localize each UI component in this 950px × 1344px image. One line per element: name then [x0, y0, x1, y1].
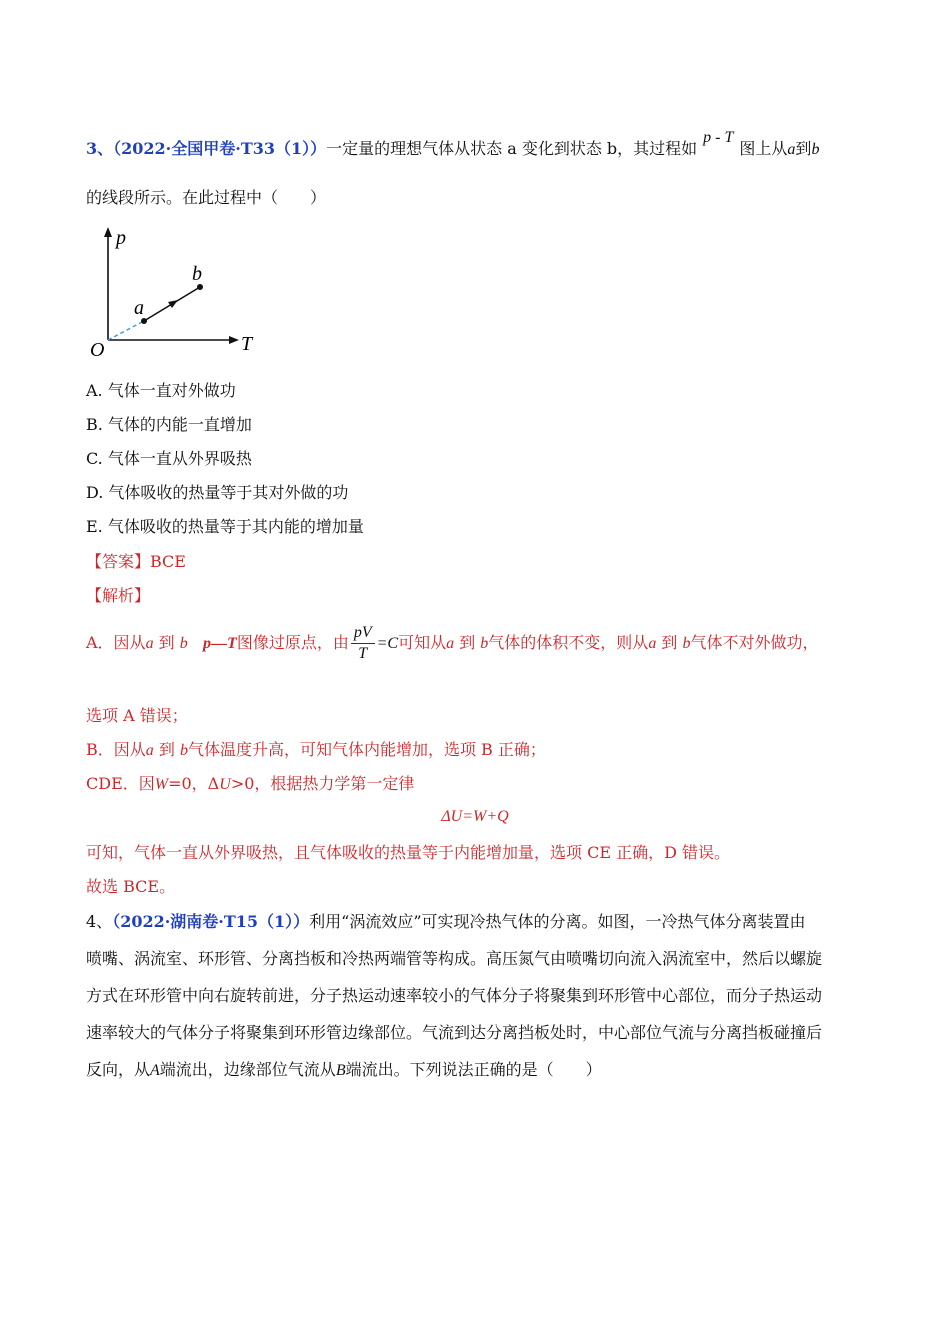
q3-analysis-head: 【解析】 [86, 586, 151, 605]
q3-option-d: D. 气体吸收的热量等于其对外做的功 [86, 483, 349, 502]
q3-option-e: E. 气体吸收的热量等于其内能的增加量 [86, 517, 364, 536]
fraction-numerator: pV [351, 623, 375, 644]
q3-stem-line1 [86, 129, 820, 161]
q3-pt-label: p - T [703, 129, 734, 146]
q3-option-b: B. 气体的内能一直增加 [86, 415, 252, 434]
q4-line3: 方式在环形管中向右旋转前进，分子热运动速率较小的气体分子将聚集到环形管中心部位，而分子热运动 [86, 986, 823, 1005]
sol-a-var-b: b [179, 635, 188, 652]
q3-number: 3、 [86, 139, 114, 158]
sol-cde-w: W [154, 776, 169, 793]
sol-a-text1: A．因从 [86, 633, 146, 652]
first-law-formula: ΔU=W+Q [441, 808, 509, 825]
q3-solution-a-end: 选项 A 错误； [86, 706, 188, 725]
q4-text5a: 反向，从 [86, 1060, 151, 1079]
sol-a-to3: 到 [661, 633, 678, 652]
sol-a-know: 可知从 [398, 633, 447, 652]
sol-a-to2: 到 [459, 633, 476, 652]
q3-answer: 【答案】BCE [86, 552, 186, 571]
q4-end-b: B [335, 1062, 346, 1079]
segment-arrow-icon [168, 300, 178, 308]
q3-source: （2022·全国甲卷·T33（1）） [113, 139, 327, 158]
q4-text5c: 端流出。下列说法正确的是（ ） [345, 1060, 602, 1079]
sol-a-var-a2: a [446, 635, 455, 652]
sol-b-var-a: a [145, 742, 154, 759]
q4-text1: 利用“涡流效应”可实现冷热气体的分离。如图，一冷热气体分离装置由 [309, 912, 806, 931]
q3-stem-text2: 图上从 [739, 139, 788, 158]
q4-end-a: A [150, 1062, 160, 1079]
fraction-denominator: T [358, 645, 368, 662]
x-axis-arrow-icon [229, 336, 239, 344]
q3-a: a [787, 141, 796, 158]
sol-a-var-b3: b [682, 635, 691, 652]
sol-cde-text2: =0，Δ [168, 774, 220, 793]
sol-b-text1: B．因从 [86, 740, 146, 759]
q3-solution-b [86, 739, 546, 762]
sol-a-pt: p—T [203, 635, 237, 652]
q3-to: 到 [795, 139, 812, 158]
sol-a-var-a3: a [648, 635, 657, 652]
q4-line2: 喷嘴、涡流室、环形管、分离挡板和冷热两端管等构成。高压氮气由喷嘴切向流入涡流室中，然后以螺旋 [86, 949, 823, 968]
q3-stem-text: 一定量的理想气体从状态 a 变化到状态 b，其过程如 [326, 139, 698, 158]
q3-stem-line2: 的线段所示。在此过程中（ ） [86, 188, 327, 207]
dashed-extension [108, 321, 144, 340]
q3-solution-conclusion: 可知，气体一直从外界吸热，且气体吸收的热量等于内能增加量，选项 CE 正确，D 错误。 [86, 843, 731, 862]
sol-a-to: 到 [158, 633, 175, 652]
fraction-equals: =C [376, 635, 399, 652]
q4-source: （2022·湖南卷·T15（1）） [112, 912, 310, 931]
pt-graph [86, 222, 266, 362]
q3-solution-cde [86, 773, 414, 796]
sol-a-text2: 气体的体积不变，则从 [488, 633, 649, 652]
point-a-label: a [134, 297, 144, 319]
ideal-gas-fraction [351, 623, 375, 664]
q4-line1 [86, 911, 806, 933]
sol-cde-u: U [219, 776, 231, 793]
sol-a-text3: 气体不对外做功， [690, 633, 819, 652]
sol-b-to: 到 [158, 740, 175, 759]
q4-number: 4、 [86, 912, 113, 931]
y-axis-arrow-icon [104, 227, 112, 237]
q3-option-a: A. 气体一直对外做功 [86, 381, 236, 400]
q4-line5 [86, 1059, 602, 1082]
sol-a-var-b2: b [480, 635, 489, 652]
point-b-label: b [192, 263, 202, 285]
sol-b-text2: 气体温度升高，可知气体内能增加，选项 B 正确； [187, 740, 546, 759]
sol-a-img-text: 图像过原点，由 [236, 633, 349, 652]
q4-text5b: 端流出，边缘部位气流从 [159, 1060, 336, 1079]
q3-option-c: C. 气体一直从外界吸热 [86, 449, 252, 468]
origin-label: O [90, 339, 105, 361]
sol-b-var-b: b [179, 742, 188, 759]
sol-cde-text3: >0，根据热力学第一定律 [230, 774, 415, 793]
sol-cde-text1: CDE．因 [86, 774, 155, 793]
q3-b: b [811, 141, 820, 158]
q4-line4: 速率较大的气体分子将聚集到环形管边缘部位。气流到达分离挡板处时，中心部位气流与分离挡板碰撞后 [86, 1023, 823, 1042]
x-axis-label: T [241, 333, 253, 355]
q3-solution-final: 故选 BCE。 [86, 877, 176, 896]
q3-solution-a [86, 621, 819, 666]
sol-a-var-a: a [145, 635, 154, 652]
y-axis-label: p [116, 227, 126, 249]
